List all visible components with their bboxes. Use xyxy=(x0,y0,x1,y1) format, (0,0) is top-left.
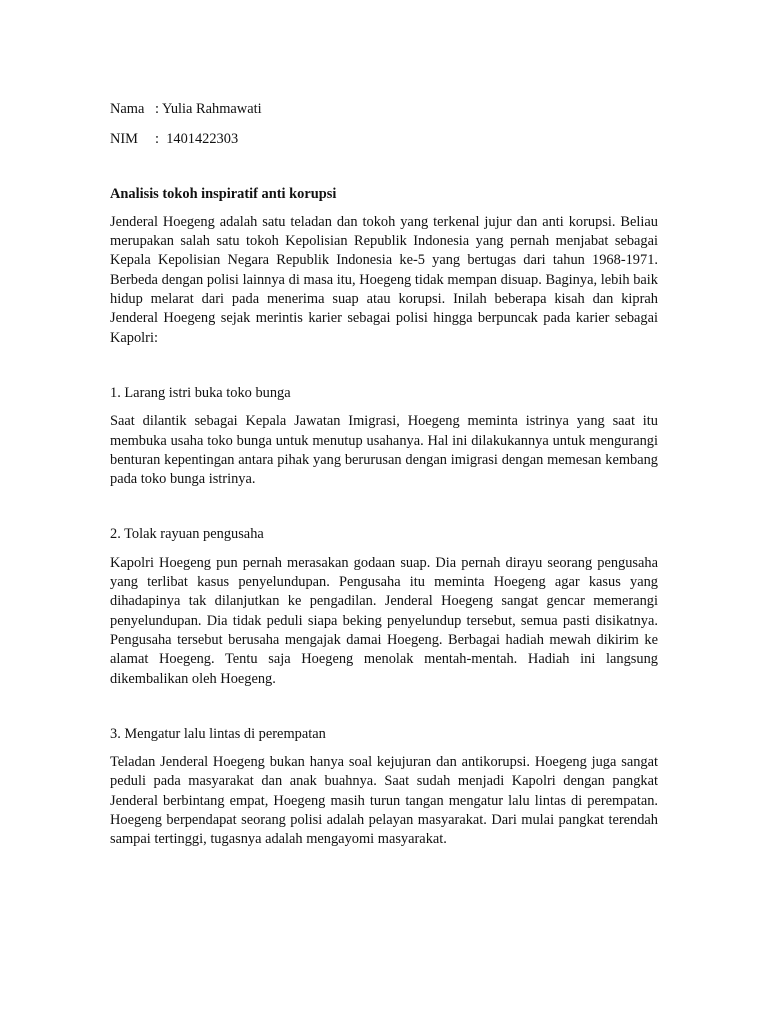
document-page xyxy=(110,100,658,850)
nim-value: : 1401422303 xyxy=(155,131,239,148)
section-body-1: Saat dilantik sebagai Kepala Jawatan Imigrasi, Hoegeng meminta istrinya yang saat itu membuka usaha toko bunga untuk menutup usahanya. Hal ini dilakukannya untuk mengurangi benturan kepentingan antara pihak yang berurusan dengan imigrasi dengan memesan kembang pada toko bunga istrinya. xyxy=(110,413,658,488)
document-title: Analisis tokoh inspiratif anti korupsi xyxy=(110,185,337,202)
intro-paragraph: Jenderal Hoegeng adalah satu teladan dan tokoh yang terkenal jujur dan anti korupsi. Beliau merupakan salah satu tokoh Kepolisian Republik Indonesia yang pernah menjabat sebagai Kepala Kepolisian Negara Republik Indonesia ke-5 yang bertugas dari tahun 1968-1971. Berbeda dengan polisi lainnya di masa itu, Hoegeng tidak mempan disuap. Baginya, lebih baik hidup melarat dari pada menerima suap atau korupsi. Inilah beberapa kisah dan kiprah Jenderal Hoegeng sejak merintis karier sebagai polisi hingga berpuncak pada karier sebagai Kapolri: xyxy=(110,213,658,346)
student-name-line xyxy=(110,100,658,119)
name-label: Nama xyxy=(110,101,145,117)
student-nim-line xyxy=(110,130,658,149)
section-heading-2: 2. Tolak rayuan pengusaha xyxy=(110,526,264,543)
section-heading-3: 3. Mengatur lalu lintas di perempatan xyxy=(110,725,326,742)
nim-label: NIM xyxy=(110,131,138,148)
section-body-3: Teladan Jenderal Hoegeng bukan hanya soal kejujuran dan antikorupsi. Hoegeng juga sangat peduli pada masyarakat dan anak buahnya. Saat sudah menjadi Kapolri dengan pangkat Jenderal berbintang empat, Hoegeng masih turun tangan mengatur lalu lintas di perempatan. Hoegeng berpendapat seorang polisi adalah pelayan masyarakat. Dari mulai pangkat terendah sampai tertinggi, tugasnya adalah mengayomi masyarakat. xyxy=(110,754,658,848)
name-value: : Yulia Rahmawati xyxy=(155,101,262,117)
section-heading-1: 1. Larang istri buka toko bunga xyxy=(110,384,291,401)
section-body-2: Kapolri Hoegeng pun pernah merasakan godaan suap. Dia pernah dirayu seorang pengusaha yang terlibat kasus penyelundupan. Pengusaha itu meminta Hoegeng agar kasus yang dihadapinya tak dilanjutkan ke pengadilan. Jenderal Hoegeng sangat gencar memerangi penyelundupan. Dia tidak peduli siapa beking penyelundup tersebut, semua pasti disikatnya. Pengusaha tersebut berusaha mengajak damai Hoegeng. Berbagai hadiah mewah dikirim ke alamat Hoegeng. Tentu saja Hoegeng menolak mentah-mentah. Hadiah ini langsung dikembalikan oleh Hoegeng. xyxy=(110,554,658,687)
